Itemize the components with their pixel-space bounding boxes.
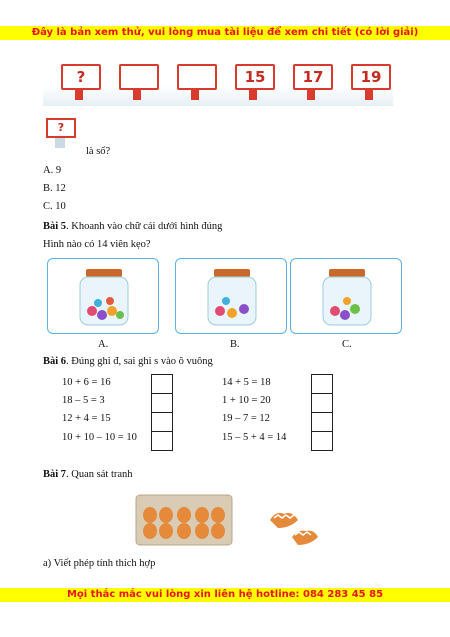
exercise-7-heading — [43, 469, 133, 480]
sign-1: ? — [61, 64, 101, 90]
exercise-7-instruction: . Quan sát tranh — [66, 469, 133, 480]
exercise-5-instruction: . Khoanh vào chữ cái dưới hình đúng — [66, 221, 223, 232]
equation-left-3: 12 + 4 = 15 — [62, 413, 111, 424]
exercise-6-heading — [43, 356, 213, 367]
choice-a: A. — [98, 339, 109, 350]
equation-left-1: 10 + 6 = 16 — [62, 377, 111, 388]
answer-box[interactable] — [311, 412, 333, 432]
equation-right-1: 14 + 5 = 18 — [222, 377, 271, 388]
exercise-5-heading — [43, 221, 222, 232]
candy-jar-a — [47, 258, 159, 334]
answer-box[interactable] — [151, 374, 173, 394]
sign-post — [55, 138, 65, 148]
jar-icon — [319, 267, 375, 327]
exercise-6-label: Bài 6 — [43, 356, 67, 367]
exercise-6-instruction: . Đúng ghi đ, sai ghi s vào ô vuông — [66, 356, 213, 367]
sign-4: 15 — [235, 64, 275, 90]
sign-post — [249, 88, 257, 100]
choice-b: B. — [230, 339, 240, 350]
exercise-5-label: Bài 5 — [43, 221, 67, 232]
equation-left-2: 18 – 5 = 3 — [62, 395, 105, 406]
answer-box[interactable] — [311, 393, 333, 413]
equation-right-3: 19 – 7 = 12 — [222, 413, 270, 424]
number-signs-picture — [43, 60, 393, 106]
exercise-7-label: Bài 7 — [43, 469, 67, 480]
exercise-7-part-a: a) Viết phép tính thích hợp — [43, 558, 156, 569]
exercise-5-question: Hình nào có 14 viên kẹo? — [43, 239, 151, 250]
answer-box[interactable] — [151, 393, 173, 413]
candy-jar-b — [175, 258, 287, 334]
equation-right-2: 1 + 10 = 20 — [222, 395, 271, 406]
sign-post — [191, 88, 199, 100]
answer-box[interactable] — [151, 431, 173, 451]
answer-box[interactable] — [151, 412, 173, 432]
equation-right-4: 15 – 5 + 4 = 14 — [222, 432, 287, 443]
question-sign-picture — [46, 118, 76, 150]
egg-tray-icon — [134, 491, 234, 549]
broken-egg-icon — [290, 527, 320, 547]
jar-icon — [76, 267, 132, 327]
sign-3 — [177, 64, 217, 90]
hotline-banner: Mọi thắc mắc vui lòng xin liên hệ hotline: 084 283 45 85 — [0, 588, 450, 602]
preview-banner: Đây là bản xem thử, vui lòng mua tài liệu để xem chi tiết (có lời giải) — [0, 26, 450, 40]
choice-c: C. — [342, 339, 352, 350]
jar-icon — [204, 267, 260, 327]
option-a: A. 9 — [43, 165, 62, 176]
sign-post — [75, 88, 83, 100]
sign-post — [365, 88, 373, 100]
sign-post — [307, 88, 315, 100]
question-text: là số? — [86, 146, 111, 157]
answer-box[interactable] — [311, 431, 333, 451]
option-b: B. 12 — [43, 183, 66, 194]
sign-2 — [119, 64, 159, 90]
answer-box[interactable] — [311, 374, 333, 394]
sign-post — [133, 88, 141, 100]
candy-jar-c — [290, 258, 402, 334]
option-c: C. 10 — [43, 201, 66, 212]
question-sign: ? — [46, 118, 76, 138]
sign-5: 17 — [293, 64, 333, 90]
equation-left-4: 10 + 10 – 10 = 10 — [62, 432, 137, 443]
sign-6: 19 — [351, 64, 391, 90]
